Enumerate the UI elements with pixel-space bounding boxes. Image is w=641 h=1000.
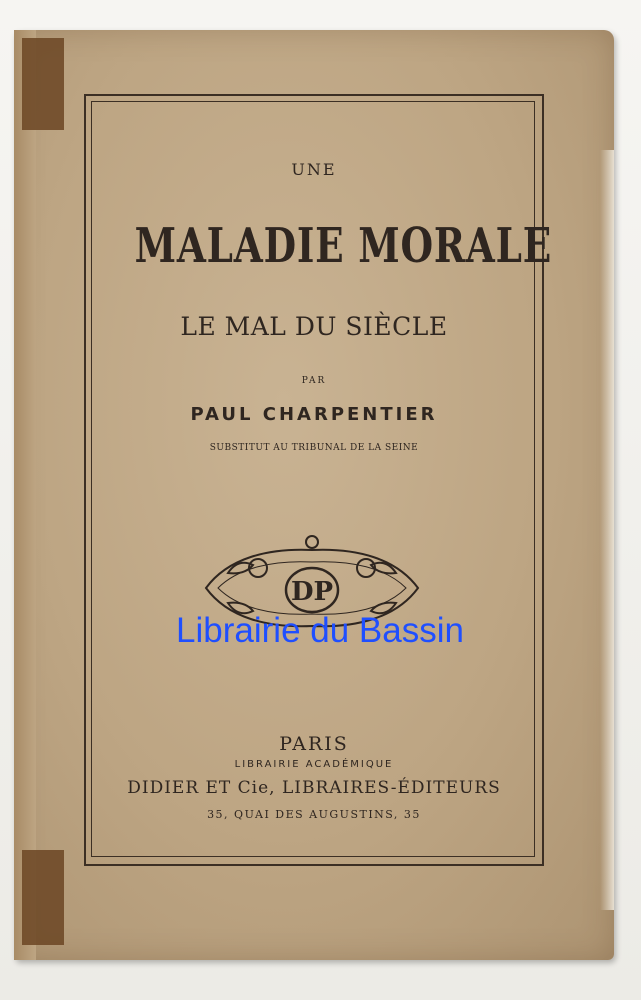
pre-title: UNE bbox=[291, 160, 337, 179]
spine-tape-bottom bbox=[22, 850, 64, 945]
monogram-letters: DP bbox=[290, 577, 334, 607]
worn-page-edge bbox=[600, 150, 614, 910]
publisher-address: 35, QUAI DES AUGUSTINS, 35 bbox=[207, 808, 421, 821]
spine-tape-top bbox=[22, 38, 64, 130]
book-subtitle: LE MAL DU SIÈCLE bbox=[180, 312, 448, 341]
author-role: SUBSTITUT AU TRIBUNAL DE LA SEINE bbox=[209, 443, 419, 453]
by-label: PAR bbox=[301, 376, 327, 386]
book-spine-edge bbox=[14, 30, 36, 960]
publisher-city: PARIS bbox=[279, 733, 349, 755]
publisher-name: DIDIER ET Cie, LIBRAIRES-ÉDITEURS bbox=[127, 778, 501, 798]
bookseller-watermark: Librairie du Bassin bbox=[176, 611, 464, 650]
imprint-line: LIBRAIRIE ACADÉMIQUE bbox=[234, 759, 394, 770]
author-name: PAUL CHARPENTIER bbox=[190, 404, 438, 425]
book-title: MALADIE MORALE bbox=[134, 218, 553, 274]
